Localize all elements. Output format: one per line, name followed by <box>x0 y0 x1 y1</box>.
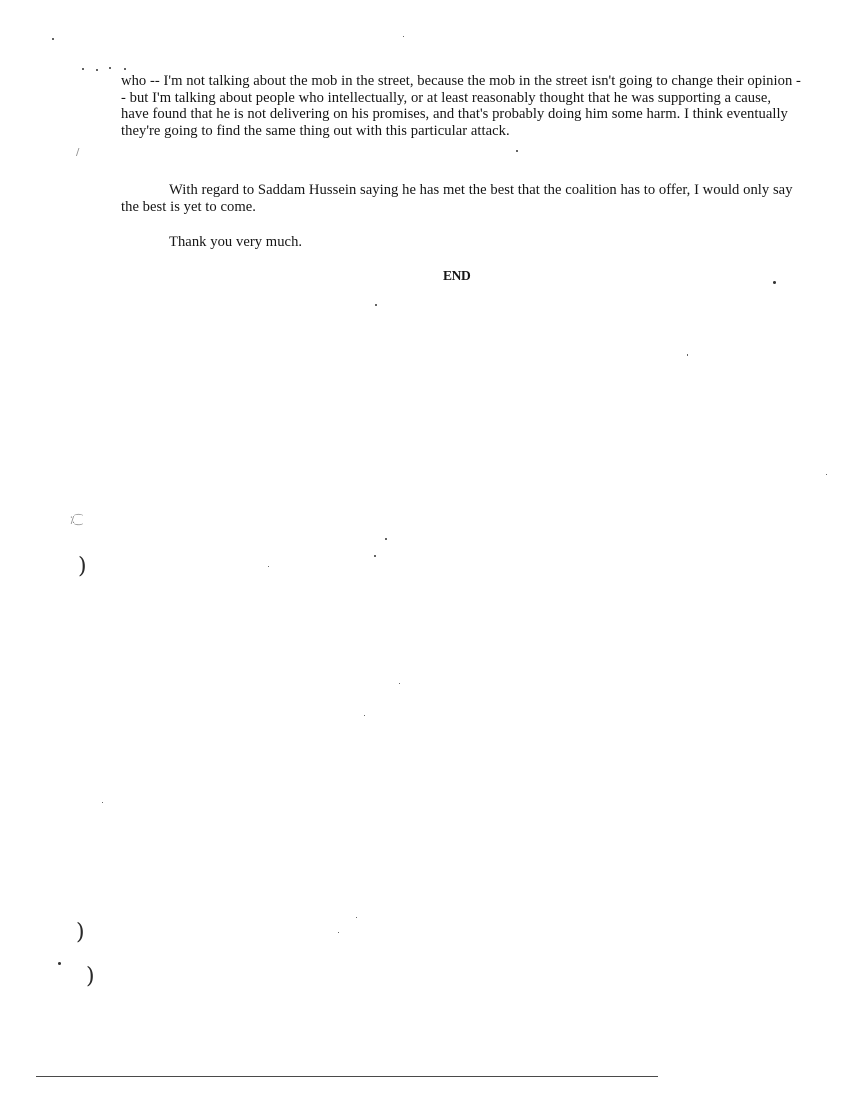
margin-mark: ) <box>78 554 87 579</box>
margin-mark: ) <box>76 920 85 945</box>
bottom-scan-edge <box>36 1076 658 1077</box>
scan-speck <box>399 683 400 684</box>
scan-speck <box>58 962 61 965</box>
closing-remark: Thank you very much. <box>169 234 303 250</box>
scan-speck <box>403 36 404 37</box>
scan-smudge: / <box>76 147 80 158</box>
scan-speck <box>52 38 54 40</box>
scan-smudge: ⁒⁐ <box>70 515 83 526</box>
scan-speck <box>773 281 776 284</box>
scan-speck <box>356 917 357 918</box>
scan-speck <box>826 474 827 475</box>
scan-speck <box>338 932 339 933</box>
scan-speck <box>82 68 84 70</box>
scan-speck <box>96 69 98 71</box>
body-paragraph-1: who -- I'm not talking about the mob in the street, because the mob in the street isn't going to change their opinion -- but I'm talking about people who intellectually, or at least reasonably thought that he was supporting a cause, have found that he is not delivering on his promises, and that's probably doing him some harm. I think eventually they're going to find the same thing out with this particular attack. <box>121 73 801 139</box>
scan-speck <box>124 68 126 70</box>
scan-speck <box>687 354 688 356</box>
body-paragraph-2: With regard to Saddam Hussein saying he has met the best that the coalition has to offer, I would only say the best is yet to come. <box>121 182 793 215</box>
scan-speck <box>516 150 518 152</box>
end-marker: END <box>443 268 471 283</box>
scan-speck <box>109 67 111 69</box>
margin-mark: ) <box>86 964 95 989</box>
scan-speck <box>268 566 269 567</box>
scan-speck <box>375 304 377 306</box>
scan-speck <box>102 802 103 803</box>
scan-speck <box>364 715 365 716</box>
scan-speck <box>385 538 387 540</box>
scan-speck <box>374 555 376 557</box>
